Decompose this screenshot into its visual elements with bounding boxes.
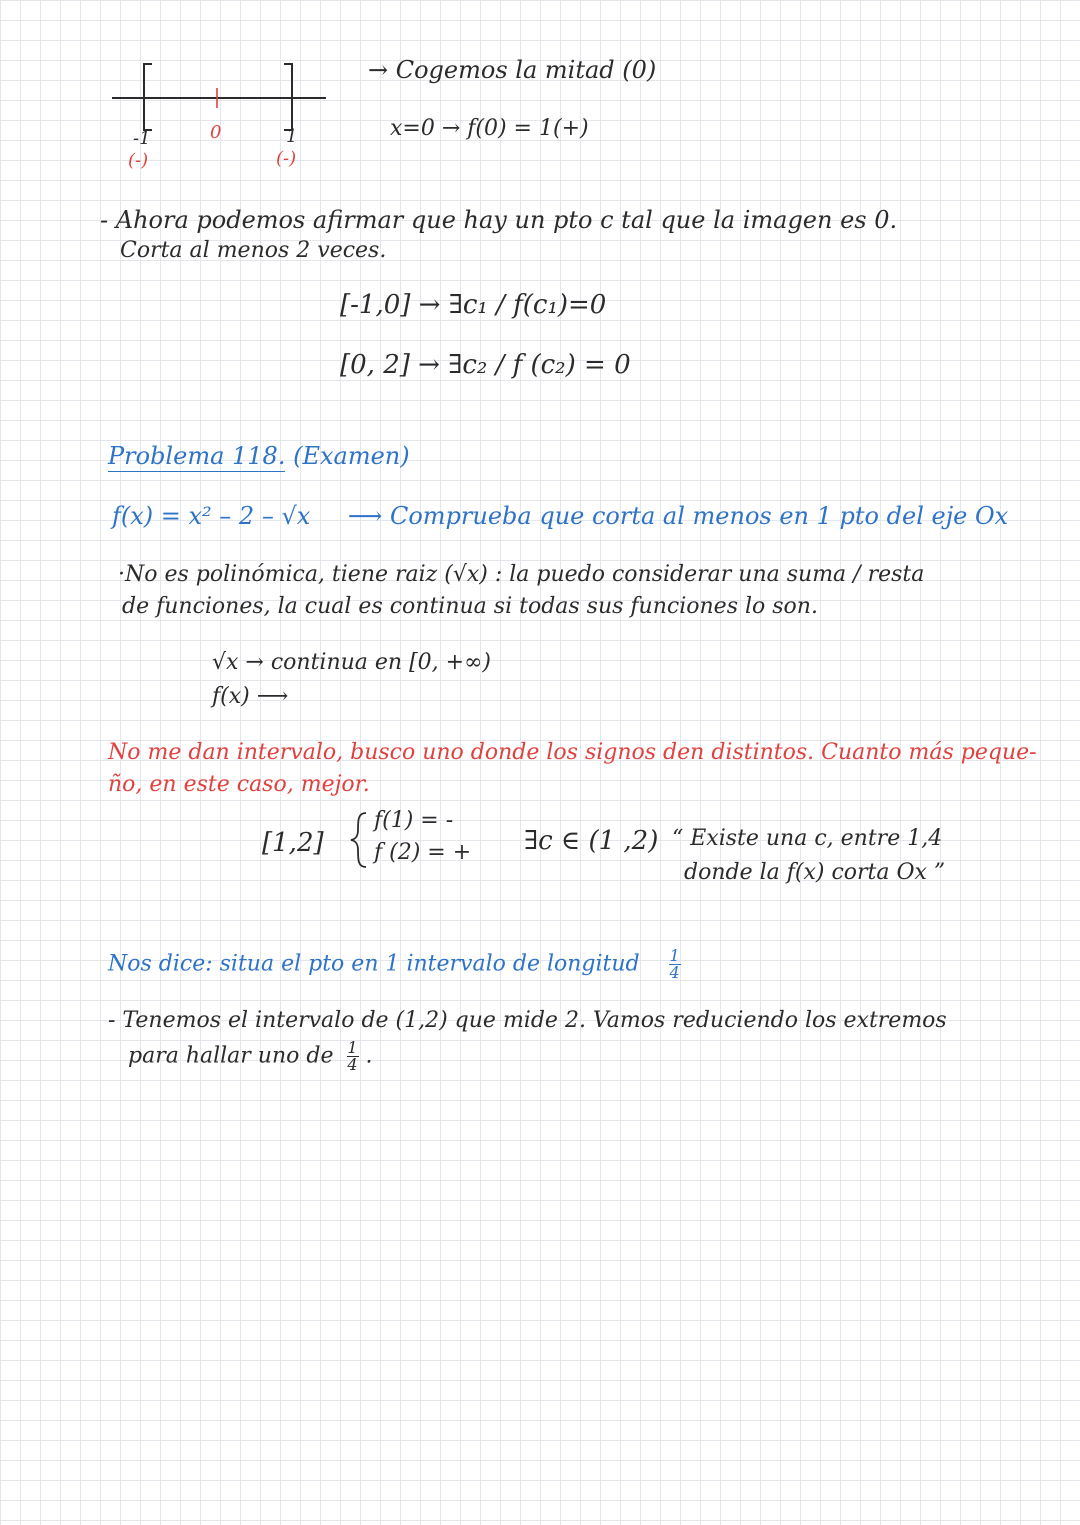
note-find-quarter-text: para hallar uno de bbox=[128, 1043, 334, 1069]
fraction-quarter bbox=[669, 948, 681, 981]
quote-line-2: donde la f(x) corta Ox ” bbox=[684, 860, 946, 885]
fraction-quarter-2 bbox=[347, 1040, 359, 1073]
note-cuts-twice: Corta al menos 2 veces. bbox=[120, 238, 387, 263]
fraction-denominator: 4 bbox=[669, 963, 680, 982]
note-not-polynomial: ·No es polinómica, tiene raiz (√x) : la puedo considerar una suma / resta bbox=[118, 562, 925, 587]
note-interval-length bbox=[108, 948, 681, 981]
note-choose-interval: No me dan intervalo, busco uno donde los signos den distintos. Cuanto más peque- bbox=[108, 740, 1037, 765]
exists-c-statement: ∃c ∈ (1 ,2) bbox=[524, 826, 659, 856]
problem-title bbox=[108, 442, 410, 470]
note-smaller-better: ño, en este caso, mejor. bbox=[108, 772, 370, 797]
function-definition: f(x) = x² – 2 – √x bbox=[112, 502, 311, 530]
note-continuity-rule: de funciones, la cual es continua si todas sus funciones lo son. bbox=[122, 594, 818, 619]
note-take-midpoint: → Cogemos la mitad (0) bbox=[368, 56, 657, 84]
chosen-interval: [1,2] bbox=[262, 828, 324, 858]
note-reduce-interval: - Tenemos el intervalo de (1,2) que mide 2. Vamos reduciendo los extremos bbox=[108, 1008, 947, 1033]
quote-line-1: “ Existe una c, entre 1,4 bbox=[672, 826, 943, 851]
number-line-sketch bbox=[100, 50, 340, 180]
tick-one: 1 bbox=[286, 126, 298, 147]
sign-left: (-) bbox=[128, 150, 149, 171]
root-interval-1: [-1,0] → ∃c₁ / f(c₁)=0 bbox=[340, 290, 607, 320]
f-of-one-sign: f(1) = - bbox=[374, 808, 454, 833]
f-of-two-sign: f (2) = + bbox=[374, 840, 472, 865]
root-interval-2: [0, 2] → ∃c₂ / f (c₂) = 0 bbox=[340, 350, 631, 380]
note-find-quarter bbox=[128, 1040, 373, 1073]
note-fx-continuous: f(x) ⟶ bbox=[212, 684, 289, 709]
period: . bbox=[365, 1043, 373, 1069]
problem-statement bbox=[112, 502, 1008, 530]
note-sqrt-continuous: √x → continua en [0, +∞) bbox=[212, 650, 491, 675]
note-evaluate-zero: x=0 → f(0) = 1(+) bbox=[390, 116, 589, 141]
fraction-denominator-2: 4 bbox=[347, 1055, 358, 1074]
fraction-numerator: 1 bbox=[669, 946, 680, 965]
sign-right: (-) bbox=[276, 148, 297, 169]
tick-zero: 0 bbox=[210, 122, 222, 143]
fraction-numerator-2: 1 bbox=[347, 1038, 358, 1057]
note-interval-length-text: Nos dice: situa el pto en 1 intervalo de longitud bbox=[108, 951, 640, 977]
problem-instruction: ⟶ Comprueba que corta al menos en 1 pto del eje Ox bbox=[347, 502, 1009, 530]
problem-tag: (Examen) bbox=[293, 442, 410, 470]
brace-icon bbox=[348, 810, 370, 870]
note-bolzano-claim: - Ahora podemos afirmar que hay un pto c tal que la imagen es 0. bbox=[100, 206, 898, 234]
problem-number: Problema 118. bbox=[108, 442, 286, 470]
tick-minus-one: -1 bbox=[133, 128, 151, 149]
